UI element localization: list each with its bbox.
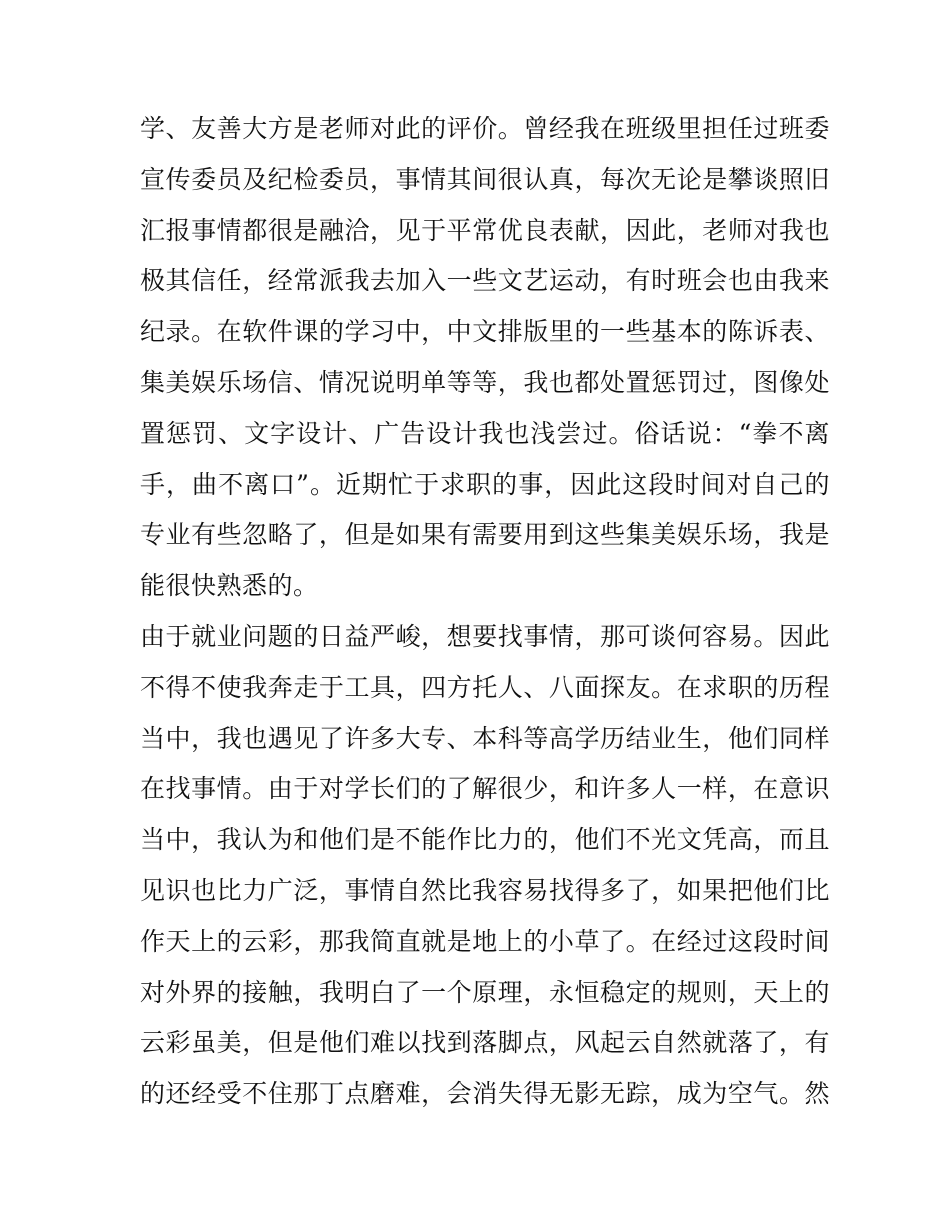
text-line: 云彩虽美，但是他们难以找到落脚点，风起云自然就落了，有 [140,1028,830,1058]
text-line: 在找事情。由于对学长们的了解很少，和许多人一样，在意识 [140,774,830,804]
text-line: 学、友善大方是老师对此的评价。曾经我在班级里担任过班委 [140,114,830,143]
text-line: 对外界的接触，我明白了一个原理，永恒稳定的规则，天上的 [140,977,830,1007]
text-line: 作天上的云彩，那我简直就是地上的小草了。在经过这段时间 [140,926,830,956]
text-line: 宣传委员及纪检委员，事情其间很认真，每次无论是攀谈照旧 [140,164,830,194]
text-line: 专业有些忽略了，但是如果有需要用到这些集美娱乐场，我是 [140,520,830,550]
text-line: 纪录。在软件课的学习中，中文排版里的一些基本的陈诉表、 [140,317,830,347]
text-line: 的还经受不住那丁点磨难，会消失得无影无踪，成为空气。然 [140,1079,830,1109]
text-line: 汇报事情都很是融洽，见于平常优良表献，因此，老师对我也 [140,215,830,245]
paragraph-2 [140,612,830,1120]
text-line: 由于就业问题的日益严峻，想要找事情，那可谈何容易。因此 [140,621,830,651]
text-line: 极其信任，经常派我去加入一些文艺运动，有时班会也由我来 [140,266,830,296]
text-line: 见识也比力广泛，事情自然比我容易找得多了，如果把他们比 [140,875,830,905]
text-line: 能很快熟悉的。 [140,571,319,601]
text-line: 集美娱乐场信、情况说明单等等，我也都处置惩罚过，图像处 [140,367,830,397]
text-line: 手，曲不离口”。近期忙于求职的事，因此这段时间对自己的 [140,469,830,499]
text-line: 置惩罚、文字设计、广告设计我也浅尝过。俗话说：“拳不离 [140,418,830,448]
text-line: 不得不使我奔走于工具，四方托人、八面探友。在求职的历程 [140,672,830,702]
paragraph-1 [140,104,830,612]
body-text [140,104,830,1120]
text-line: 当中，我认为和他们是不能作比力的，他们不光文凭高，而且 [140,825,830,855]
text-line: 当中，我也遇见了许多大专、本科等高学历结业生，他们同样 [140,723,830,753]
